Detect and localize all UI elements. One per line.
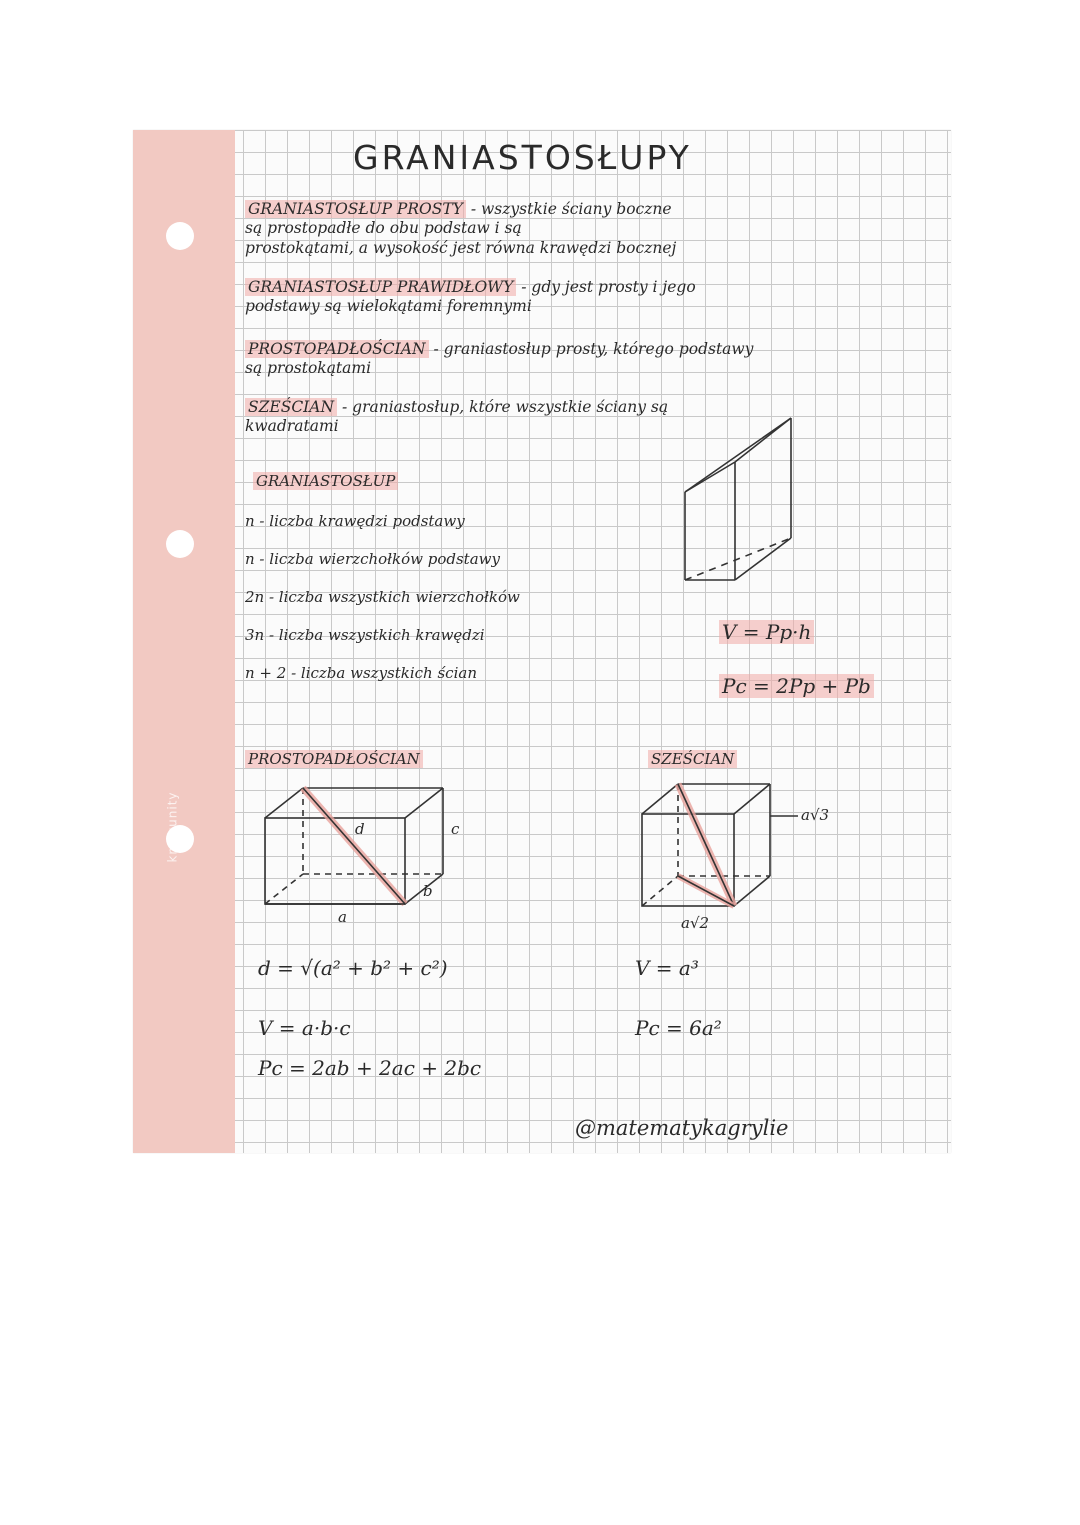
cuboid-volume-formula: V = a·b·c <box>258 1016 351 1040</box>
cube-area-formula: Pc = 6a² <box>635 1016 722 1040</box>
cuboid-diagram <box>263 780 473 910</box>
prism-item-4: 3n - liczba wszystkich krawędzi <box>245 626 485 644</box>
prism-heading: GRANIASTOSŁUP <box>253 472 398 490</box>
prism-volume-formula: V = Pp·h <box>719 620 814 644</box>
cube-heading: SZEŚCIAN <box>648 750 737 768</box>
prism-item-2: n - liczba wierzchołków podstawy <box>245 550 500 568</box>
cube-diagram <box>638 780 778 915</box>
watermark: knowunity <box>165 791 180 863</box>
cuboid-area-formula: Pc = 2ab + 2ac + 2bc <box>258 1056 482 1080</box>
binder-hole <box>166 530 194 558</box>
definition-prism-right: GRANIASTOSŁUP PROSTY - wszystkie ściany boczne są prostopadłe do obu podstaw i są prostokątami, a wysokość jest równa krawędzi bocznej <box>245 200 677 257</box>
term: GRANIASTOSŁUP PROSTY <box>245 200 466 218</box>
cube-label-face: a√2 <box>681 914 710 932</box>
cube-label-diagonal: a√3 <box>801 806 830 824</box>
definition-cuboid: PROSTOPADŁOŚCIAN - graniastosłup prosty, którego podstawy są prostokątami <box>245 340 754 378</box>
cuboid-heading: PROSTOPADŁOŚCIAN <box>245 750 423 768</box>
cuboid-label-d: d <box>355 820 365 838</box>
term: SZEŚCIAN <box>245 398 337 416</box>
prism-item-5: n + 2 - liczba wszystkich ścian <box>245 664 477 682</box>
notebook-page <box>133 130 951 1153</box>
term: PROSTOPADŁOŚCIAN <box>245 340 429 358</box>
cube-volume-formula: V = a³ <box>635 956 699 980</box>
prism-area-formula: Pc = 2Pp + Pb <box>719 674 874 698</box>
definition-cube: SZEŚCIAN - graniastosłup, które wszystkie ściany są kwadratami <box>245 398 669 436</box>
prism-item-3: 2n - liczba wszystkich wierzchołków <box>245 588 520 606</box>
margin-strip <box>133 130 235 1153</box>
author-signature: @matematykagrylie <box>575 1116 789 1140</box>
cuboid-diagonal-formula: d = √(a² + b² + c²) <box>258 956 448 980</box>
cuboid-label-c: c <box>451 820 460 838</box>
triangular-prism-diagram <box>673 410 793 590</box>
cuboid-label-b: b <box>423 882 433 900</box>
definition-prism-regular: GRANIASTOSŁUP PRAWIDŁOWY - gdy jest prosty i jego podstawy są wielokątami foremnymi <box>245 278 696 316</box>
binder-hole <box>166 222 194 250</box>
page-title: GRANIASTOSŁUPY <box>353 138 692 177</box>
cuboid-label-a: a <box>338 908 347 926</box>
prism-item-1: n - liczba krawędzi podstawy <box>245 512 465 530</box>
term: GRANIASTOSŁUP PRAWIDŁOWY <box>245 278 516 296</box>
